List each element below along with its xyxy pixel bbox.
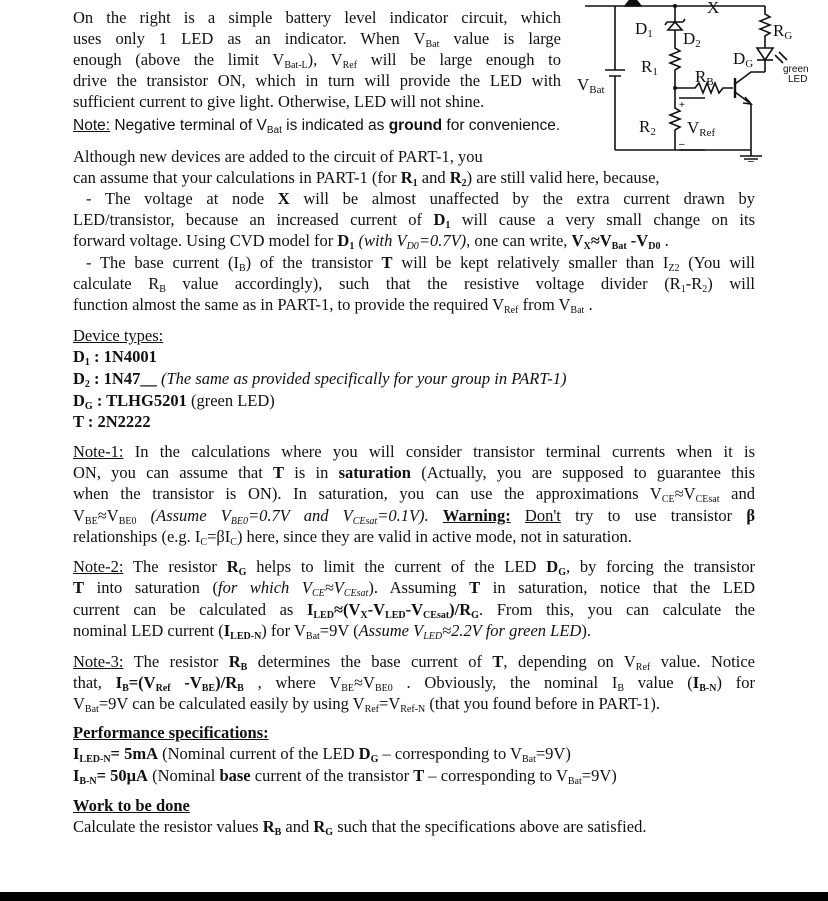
device-dg: $D_G$ : TLHG5201 (green LED) (73, 391, 275, 412)
para2-line-2: can assume that your calculations in PART-1 (for $R_1$ and $R_2$) are still valid here, because, (73, 168, 660, 189)
device-d1: $D_1$ : 1N4001 (73, 347, 157, 368)
note3-line-2: that, $I_B=(V_{Ref}$ $-V_{BE})/R_B$ , where $V_{BE}\approx V_{BE0}$ . Obviously, the nominal $I_B$ value $(I_{B-N})$ for (73, 673, 755, 694)
work-line: Calculate the resistor values $R_B$ and $R_G$ such that the specifications above are satisfied. (73, 817, 647, 838)
circuit-diagram (575, 0, 828, 162)
intro-line-4: drive the transistor ON, which in turn will provide the LED with (73, 71, 561, 90)
vbat-label: VBat (577, 75, 605, 96)
note1-line-3: when the transistor is ON). In saturation, you can use the approximations $V_{CE}\approx V_{CEsat}$ and (73, 484, 755, 505)
note1-line-5: relationships (e.g. $I_C=\beta I_C$) here, since they are valid in active mode, not in saturation. (73, 527, 632, 548)
para2-line-3: - The voltage at node X will be almost unaffected by the extra current drawn by (86, 189, 755, 208)
vbat-source (585, 6, 633, 150)
vref-minus: – (679, 139, 685, 150)
r1-resistor (670, 30, 680, 95)
intro-line-3: enough (above the limit $V_{Bat-L}$), $V_{Ref}$ will be large enough to (73, 50, 561, 71)
ground-note: Note: Negative terminal of $V_{Bat}$ is indicated as ground for convenience. (73, 117, 561, 136)
perf-base-current: $I_{B-N}= 50\mu A$ (Nominal base current of the transistor T – corresponding to $V_{Bat}=9V$) (73, 766, 617, 787)
d1-label: D1 (635, 19, 653, 40)
para3-line-3: function almost the same as in PART-1, to provide the required $V_{Ref}$ from $V_{Bat}$ . (73, 295, 593, 316)
note3-line-1: Note-3: The resistor $R_B$ determines the base current of T, depending on $V_{Ref}$ value. Notice (73, 652, 755, 673)
vref-label: VRef (687, 118, 716, 139)
led-label: LED (788, 74, 808, 85)
dg-label: DG (733, 49, 754, 70)
vref-plus: + (679, 100, 685, 111)
node-x-dot (673, 4, 677, 8)
note1-line-4: $V_{BE}\approx V_{BE0}$ (Assume $V_{BE0}=0.7V$ and $V_{CEsat}=0.1V$). Warning: Don't try to use transistor β (73, 506, 756, 527)
performance-heading: Performance specifications: (73, 723, 269, 742)
intro-line-2: uses only 1 LED as an indicator. When $V_{Bat}$ value is large (73, 29, 562, 50)
node-ref-dot (673, 86, 677, 90)
perf-led-current: $I_{LED-N}= 5mA$ (Nominal current of the LED $D_G$ – corresponding to $V_{Bat}=9V$) (73, 744, 571, 765)
d2-zener-symbol (668, 22, 682, 30)
transistor-collector (735, 72, 765, 84)
rg-label: RG (773, 21, 793, 42)
para2-line-4: LED/transistor, because an increased current of $D_1$ will cause a very small change on its (73, 210, 756, 231)
para2-line-1: Although new devices are added to the circuit of PART-1, you (73, 147, 483, 166)
rb-label: RB (695, 67, 714, 88)
device-types-heading: Device types: (73, 326, 164, 345)
d1-diode-symbol (625, 0, 641, 6)
note2-line-4: nominal LED current $(I_{LED-N})$ for $V_{Bat}=9V$ (Assume $V_{LED}\approx 2.2V$ for green LED). (73, 621, 591, 642)
note2-line-3: current can be calculated as $I_{LED}\approx(V_X-V_{LED}-V_{CEsat})/R_G$. From this, you can calculate the (73, 600, 755, 621)
note2-line-2: T into saturation (for which $V_{CE}\approx V_{CEsat}$). Assuming T in saturation, notice that the LED (73, 578, 755, 599)
para3-line-1: - The base current $(I_B)$ of the transistor T will be kept relatively smaller than $I_{Z2}$ (You will (86, 253, 755, 274)
green-label: green (783, 64, 809, 75)
rg-resistor (760, 6, 770, 48)
device-d2: $D_2$ : 1N47__ (The same as provided specifically for your group in PART-1) (73, 369, 567, 390)
note1-line-2: ON, you can assume that T is in saturation (Actually, you are supposed to guarantee this (73, 463, 756, 482)
node-x-label: X (707, 0, 720, 17)
dg-led-symbol (757, 48, 773, 60)
para3-line-2: calculate $R_B$ value accordingly), such that the resistive voltage divider $(R_1-R_2)$ will (73, 274, 755, 295)
r2-label: R2 (639, 117, 656, 138)
work-heading: Work to be done (73, 796, 190, 815)
device-t: T : 2N2222 (73, 412, 151, 431)
note1-line-1: Note-1: In the calculations where you will consider transistor terminal currents when it is (73, 442, 755, 461)
r1-label: R1 (641, 57, 658, 78)
note2-line-1: Note-2: The resistor $R_G$ helps to limit the current of the LED $D_G$, by forcing the transistor (73, 557, 755, 578)
d2-label: D2 (683, 29, 701, 50)
led-light-arrows (775, 52, 787, 63)
intro-line-1: On the right is a simple battery level indicator circuit, which (73, 8, 561, 27)
note3-line-3: $V_{Bat}=9V$ can be calculated easily by using $V_{Ref}=V_{Ref-N}$ (that you found before in PART-1). (73, 694, 660, 715)
para2-line-5: forward voltage. Using CVD model for $D_1$ (with $V_{D0}=0.7V$), one can write, $V_X\approx V_{Bat}$ $-V_{D0}$ . (73, 231, 669, 252)
intro-line-5: sufficient current to give light. Otherwise, LED will not shine. (73, 92, 485, 111)
